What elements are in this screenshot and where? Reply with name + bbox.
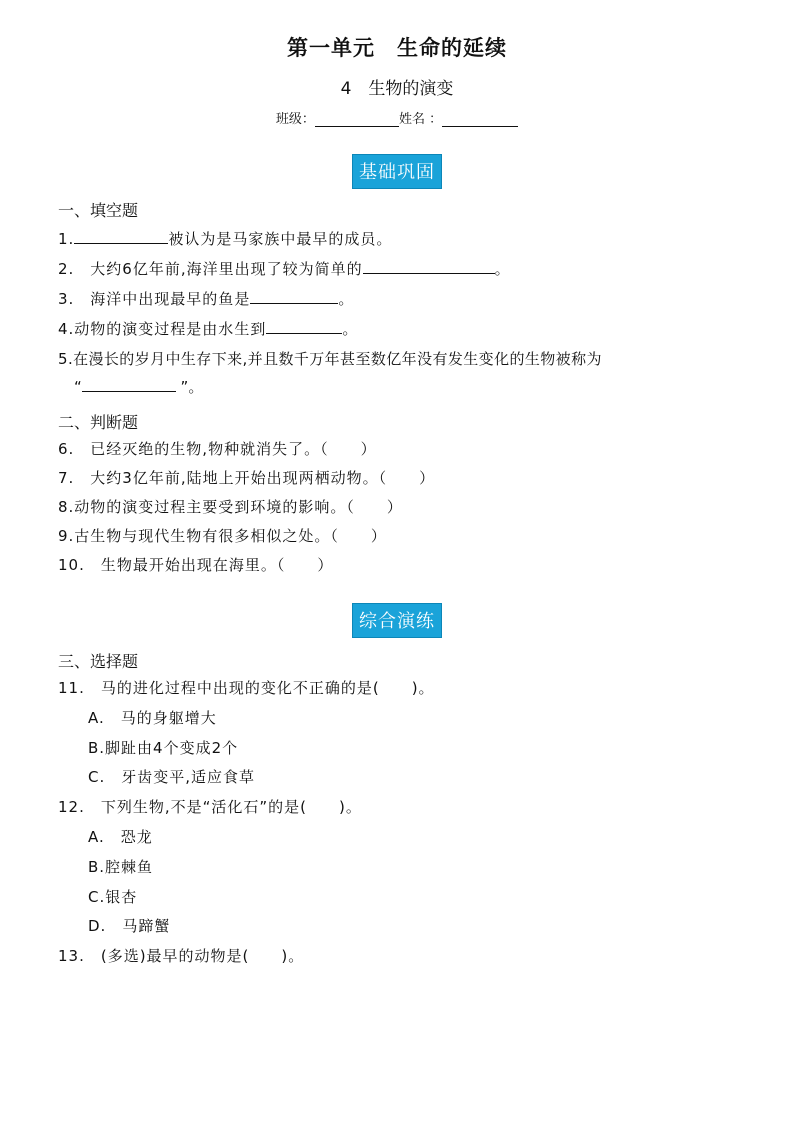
fill-blank-4[interactable]: [266, 319, 342, 334]
choice-question-13: 13. (多选)最早的动物是( )。: [58, 947, 305, 965]
class-label: 班级：: [275, 112, 315, 127]
fill-question-5-continuation: “ ”。: [74, 378, 204, 396]
choice-question-12: 12. 下列生物,不是“活化石”的是( )。: [58, 798, 362, 816]
judge-question-7: 7. 大约3亿年前,陆地上开始出现两栖动物。（ ）: [58, 469, 436, 487]
choice-11-option-c[interactable]: C. 牙齿变平,适应食草: [88, 768, 256, 786]
section-fill-heading: 一、填空题: [58, 201, 139, 220]
choice-11-option-b[interactable]: B.脚趾由4个变成2个: [88, 739, 239, 757]
comprehensive-badge: 综合演练: [0, 603, 794, 638]
fill-question-2: 2. 大约6亿年前,海洋里出现了较为简单的 。: [58, 260, 511, 278]
lesson-title: 4 生物的演变: [340, 79, 454, 99]
choice-question-11: 11. 马的进化过程中出现的变化不正确的是( )。: [58, 679, 435, 697]
fill-blank-3[interactable]: [250, 289, 338, 304]
choice-12-option-c[interactable]: C.银杏: [88, 888, 138, 906]
fill-question-3: 3. 海洋中出现最早的鱼是 。: [58, 290, 355, 308]
choice-12-option-d[interactable]: D. 马蹄蟹: [88, 917, 171, 935]
unit-title: 第一单元 生命的延续: [287, 36, 507, 60]
name-blank[interactable]: [442, 112, 518, 127]
fill-question-1: 1. 被认为是马家族中最早的成员。: [58, 230, 393, 248]
section-choice-heading: 三、选择题: [58, 652, 139, 671]
section-judge-heading: 二、判断题: [58, 413, 139, 432]
class-blank[interactable]: [315, 112, 399, 127]
choice-12-option-a[interactable]: A. 恐龙: [88, 828, 153, 846]
judge-question-10: 10. 生物最开始出现在海里。（ ）: [58, 556, 334, 574]
fill-blank-2[interactable]: [363, 259, 495, 274]
fill-question-4: 4.动物的演变过程是由水生到 。: [58, 320, 359, 338]
name-label: 姓名 ：: [398, 112, 443, 127]
class-name-line: [0, 108, 794, 127]
judge-question-6: 6. 已经灭绝的生物,物种就消失了。（ ）: [58, 440, 377, 458]
judge-question-8: 8.动物的演变过程主要受到环境的影响。（ ）: [58, 498, 403, 516]
basic-badge: 基础巩固: [0, 154, 794, 189]
fill-blank-5[interactable]: [82, 377, 176, 392]
choice-12-option-b[interactable]: B.腔棘鱼: [88, 858, 154, 876]
judge-question-9: 9.古生物与现代生物有很多相似之处。（ ）: [58, 527, 387, 545]
fill-question-5: 5.在漫长的岁月中生存下来,并且数千万年甚至数亿年没有发生变化的生物被称为: [58, 350, 602, 368]
fill-blank-1[interactable]: [74, 229, 168, 244]
choice-11-option-a[interactable]: A. 马的身躯增大: [88, 709, 217, 727]
